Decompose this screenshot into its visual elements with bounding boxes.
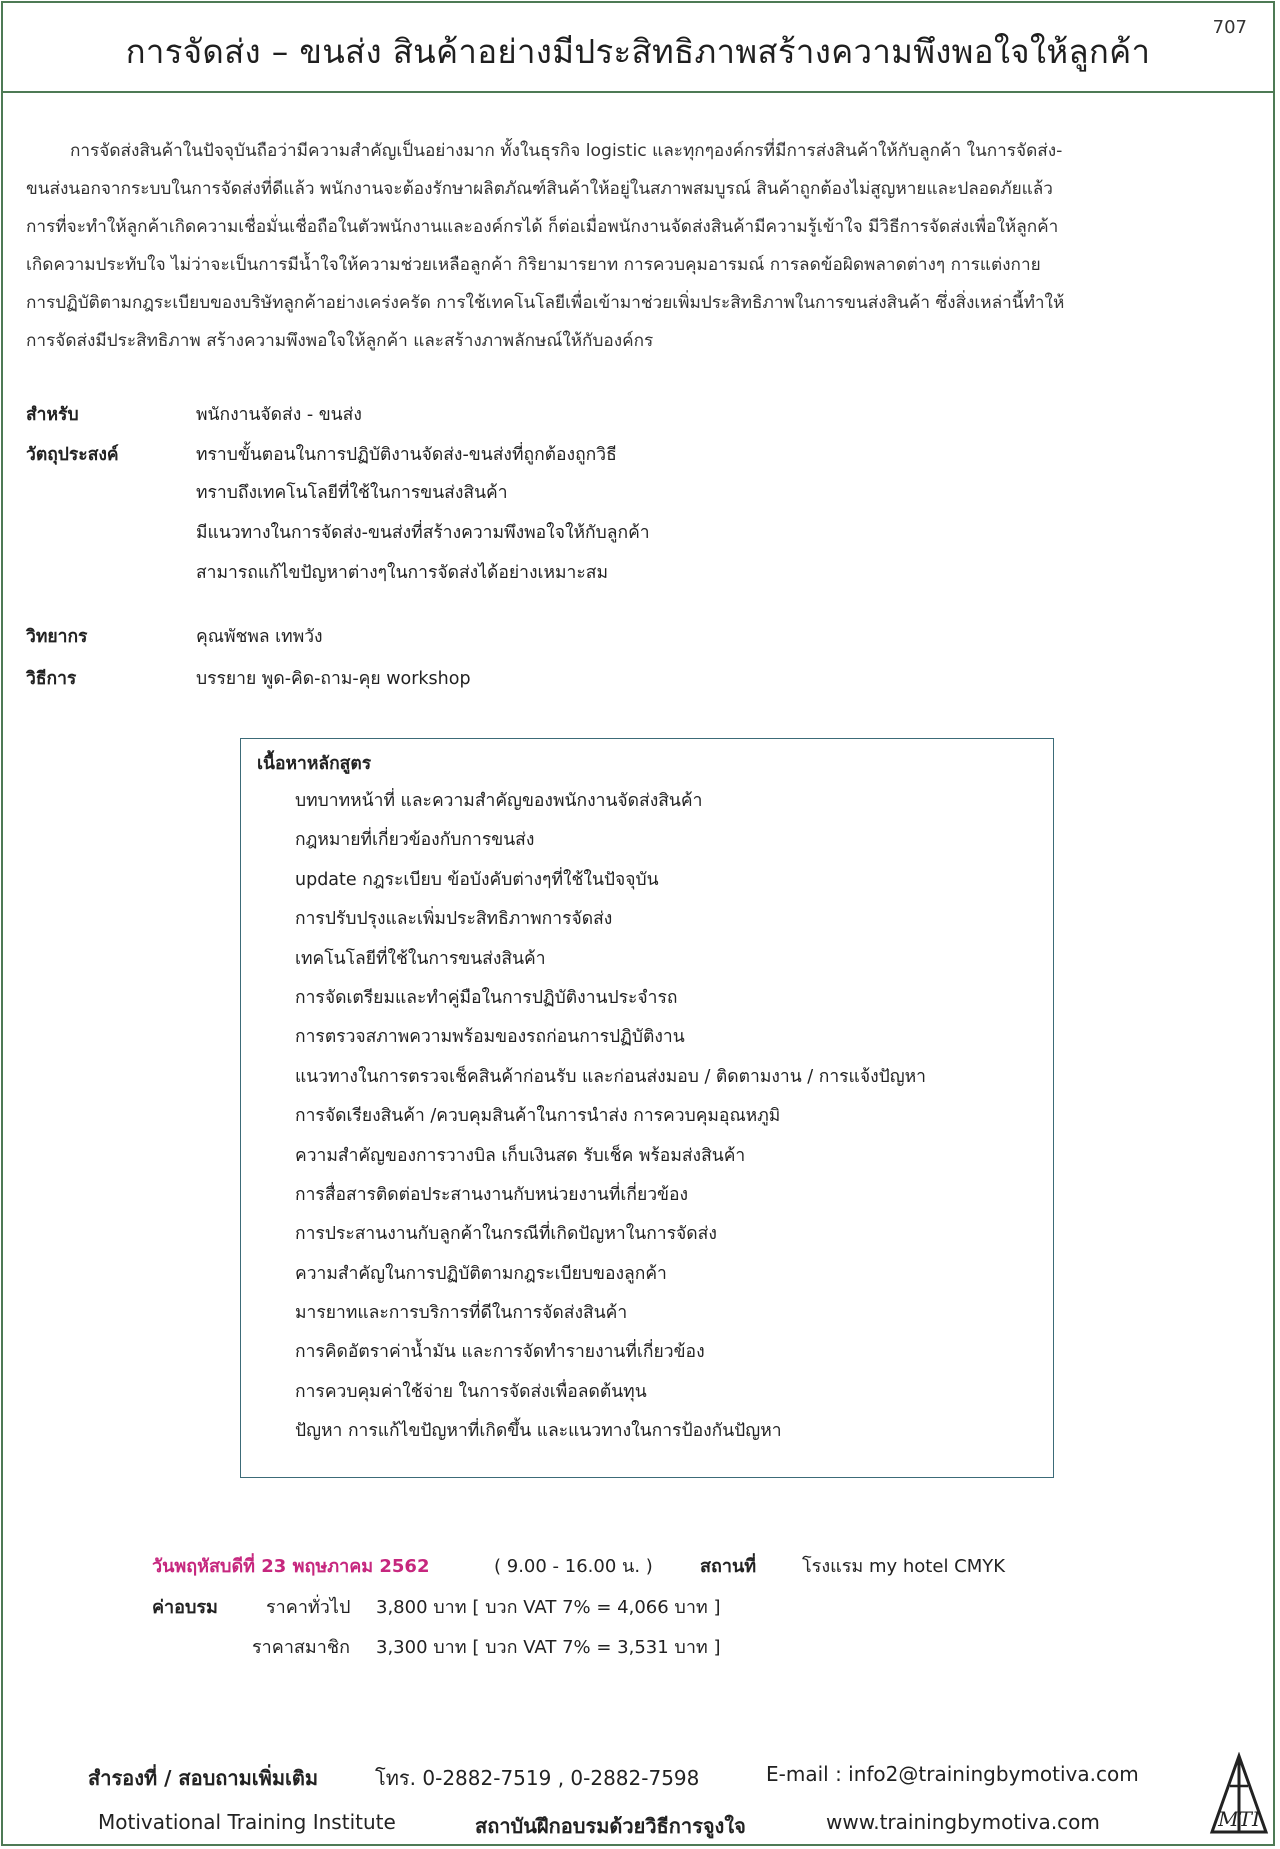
objective-item: ทราบถึงเทคโนโลยีที่ใช้ในการขนส่งสินค้า bbox=[196, 483, 508, 503]
outline-item: การคิดอัตราค่าน้ำมัน และการจัดทำรายงานที่เกี่ยวข้อง bbox=[295, 1342, 705, 1363]
intro-line: การจัดส่งมีประสิทธิภาพ สร้างความพึงพอใจให้ลูกค้า และสร้างภาพลักษณ์ให้กับองค์กร bbox=[26, 331, 654, 351]
outline-title: เนื้อหาหลักสูตร bbox=[257, 754, 372, 774]
contact-email[interactable]: E-mail : info2@trainingbymotiva.com bbox=[766, 1762, 1139, 1786]
intro-paragraph bbox=[26, 132, 1256, 360]
outline-item: เทคโนโลยีที่ใช้ในการขนส่งสินค้า bbox=[295, 948, 546, 969]
outline-list bbox=[295, 782, 926, 1452]
outline-item: ความสำคัญในการปฏิบัติตามกฎระเบียบของลูกค้า bbox=[295, 1263, 667, 1284]
fee-label: ค่าอบรม bbox=[152, 1597, 218, 1618]
for-value: พนักงานจัดส่ง - ขนส่ง bbox=[196, 405, 362, 425]
header bbox=[3, 3, 1273, 93]
member-price-label: ราคาสมาชิก bbox=[252, 1637, 350, 1658]
page-number: 707 bbox=[1212, 17, 1247, 38]
objective-item: สามารถแก้ไขปัญหาต่างๆในการจัดส่งได้อย่างเหมาะสม bbox=[196, 563, 608, 583]
objective-item: มีแนวทางในการจัดส่ง-ขนส่งที่สร้างความพึงพอใจให้กับลูกค้า bbox=[196, 523, 650, 543]
outline-item: การจัดเรียงสินค้า /ควบคุมสินค้าในการนำส่ง การควบคุมอุณหภูมิ bbox=[295, 1106, 781, 1127]
venue-label: สถานที่ bbox=[700, 1556, 757, 1577]
outline-item: การตรวจสภาพความพร้อมของรถก่อนการปฏิบัติงาน bbox=[295, 1027, 685, 1048]
reserve-label: สำรองที่ / สอบถามเพิ่มเติม bbox=[88, 1766, 319, 1790]
intro-line: เกิดความประทับใจ ไม่ว่าจะเป็นการมีน้ำใจให้ความช่วยเหลือลูกค้า กิริยามารยาท การควบคุมอารมณ์ การลดข้อผิดพลาดต่างๆ การแต่งกาย bbox=[26, 255, 1041, 275]
member-price: 3,300 บาท [ บวก VAT 7% = 3,531 บาท ] bbox=[376, 1637, 721, 1658]
website-link[interactable]: www.trainingbymotiva.com bbox=[826, 1810, 1100, 1834]
course-time: ( 9.00 - 16.00 น. ) bbox=[494, 1556, 653, 1577]
objective-item: ทราบขั้นตอนในการปฏิบัติงานจัดส่ง-ขนส่งที่ถูกต้องถูกวิธี bbox=[196, 445, 617, 465]
method-value: บรรยาย พูด-คิด-ถาม-คุย workshop bbox=[196, 669, 471, 689]
outline-item: กฎหมายที่เกี่ยวข้องกับการขนส่ง bbox=[295, 830, 535, 851]
outline-item: แนวทางในการตรวจเช็คสินค้าก่อนรับ และก่อนส่งมอบ / ติดตามงาน / การแจ้งปัญหา bbox=[295, 1066, 926, 1087]
logo-text: MTI bbox=[1218, 1807, 1260, 1831]
outline-item: ความสำคัญของการวางบิล เก็บเงินสด รับเช็ค พร้อมส่งสินค้า bbox=[295, 1145, 746, 1166]
outline-item: มารยาทและการบริการที่ดีในการจัดส่งสินค้า bbox=[295, 1303, 628, 1324]
mti-logo bbox=[1208, 1752, 1270, 1842]
speaker-value: คุณพัชพล เทพวัง bbox=[196, 627, 323, 647]
course-date: วันพฤหัสบดีที่ 23 พฤษภาคม 2562 bbox=[152, 1556, 430, 1577]
outline-item: การจัดเตรียมและทำคู่มือในการปฏิบัติงานประจำรถ bbox=[295, 987, 678, 1008]
outline-item: บทบาทหน้าที่ และความสำคัญของพนักงานจัดส่งสินค้า bbox=[295, 791, 703, 811]
intro-line: การปฏิบัติตามกฎระเบียบของบริษัทลูกค้าอย่างเคร่งครัด การใช้เทคโนโลยีเพื่อเข้ามาช่วยเพิ่มประสิทธิภาพในการขนส่งสินค้า ซึ่งสิ่งเหล่านี้ทำให้ bbox=[26, 293, 1065, 313]
intro-line: การจัดส่งสินค้าในปัจจุบันถือว่ามีความสำคัญเป็นอย่างมาก ทั้งในธุรกิจ logistic และทุกๆองค์กรที่มีการส่งสินค้าให้กับลูกค้า ในการจัดส่ง- bbox=[70, 141, 1063, 161]
outline-item: update กฎระเบียบ ข้อบังคับต่างๆที่ใช้ในปัจจุบัน bbox=[295, 869, 659, 890]
speaker-label: วิทยากร bbox=[26, 627, 88, 647]
outline-item: ปัญหา การแก้ไขปัญหาที่เกิดขึ้น และแนวทางในการป้องกันปัญหา bbox=[295, 1421, 782, 1442]
org-name-en: Motivational Training Institute bbox=[98, 1810, 396, 1834]
for-label: สำหรับ bbox=[26, 405, 79, 425]
objectives-label: วัตถุประสงค์ bbox=[26, 445, 119, 465]
course-outline-box bbox=[240, 738, 1054, 1478]
outline-item: การประสานงานกับลูกค้าในกรณีที่เกิดปัญหาในการจัดส่ง bbox=[295, 1224, 717, 1245]
outline-item: การสื่อสารติดต่อประสานงานกับหน่วยงานที่เกี่ยวข้อง bbox=[295, 1184, 689, 1205]
contact-phone: โทร. 0-2882-7519 , 0-2882-7598 bbox=[375, 1766, 700, 1790]
method-label: วิธีการ bbox=[26, 669, 77, 689]
org-name-th: สถาบันฝึกอบรมด้วยวิธีการจูงใจ bbox=[475, 1814, 746, 1838]
intro-line: ขนส่งนอกจากระบบในการจัดส่งที่ดีแล้ว พนักงานจะต้องรักษาผลิตภัณฑ์สินค้าให้อยู่ในสภาพสมบูรณ์ สินค้าถูกต้องไม่สูญหายและปลอดภัยแล้ว bbox=[26, 179, 1053, 199]
outline-item: การปรับปรุงและเพิ่มประสิทธิภาพการจัดส่ง bbox=[295, 909, 613, 930]
venue-value: โรงแรม my hotel CMYK bbox=[802, 1556, 1006, 1577]
general-price-label: ราคาทั่วไป bbox=[266, 1597, 351, 1618]
general-price: 3,800 บาท [ บวก VAT 7% = 4,066 บาท ] bbox=[376, 1597, 721, 1618]
intro-line: การที่จะทำให้ลูกค้าเกิดความเชื่อมั่นเชื่อถือในตัวพนักงานและองค์กรได้ ก็ต่อเมื่อพนักงานจัดส่งสินค้ามีความรู้เข้าใจ มีวิธีการจัดส่งเพื่อให้ลูกค้า bbox=[26, 217, 1059, 237]
page-title: การจัดส่ง – ขนส่ง สินค้าอย่างมีประสิทธิภาพสร้างความพึงพอใจให้ลูกค้า bbox=[125, 32, 1151, 71]
outline-item: การควบคุมค่าใช้จ่าย ในการจัดส่งเพื่อลดต้นทุน bbox=[295, 1381, 647, 1402]
